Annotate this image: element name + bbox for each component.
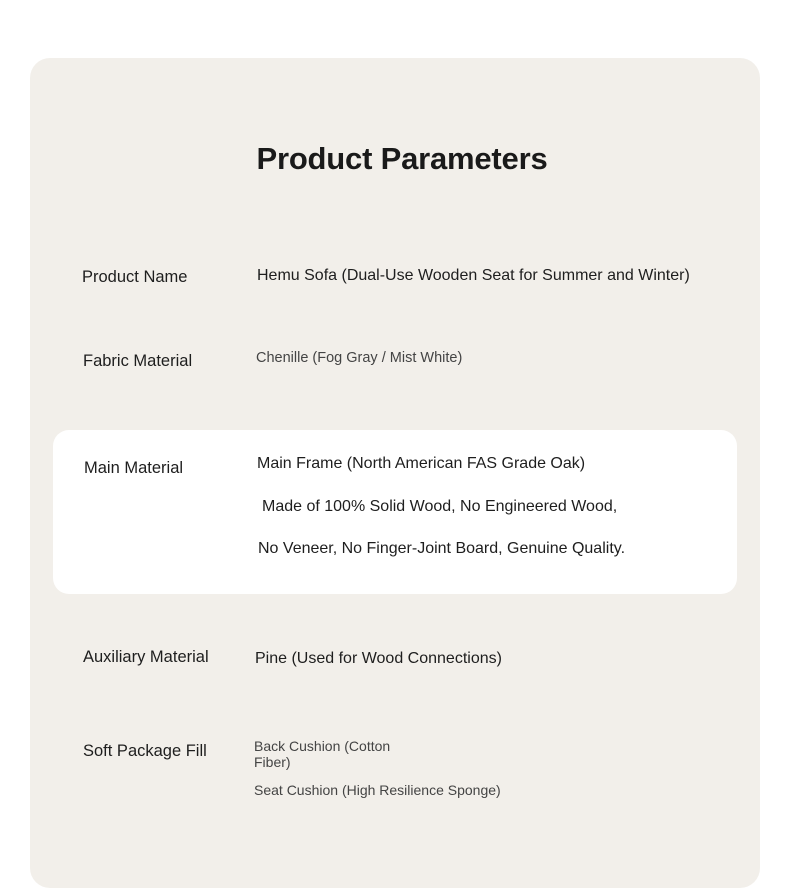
main-material-line-2: Made of 100% Solid Wood, No Engineered Wood, <box>262 498 618 515</box>
auxiliary-material-label: Auxiliary Material <box>83 648 209 666</box>
page-title: Product Parameters <box>256 141 548 176</box>
product-name-label: Product Name <box>82 268 188 286</box>
product-name-value: Hemu Sofa (Dual-Use Wooden Seat for Summer and Winter) <box>257 267 690 284</box>
main-material-label: Main Material <box>84 459 184 477</box>
fabric-material-label: Fabric Material <box>83 352 193 370</box>
soft-package-fill-label: Soft Package Fill <box>83 742 207 760</box>
main-material-line-1: Main Frame (North American FAS Grade Oak) <box>257 455 586 472</box>
back-cushion-line-2: Fiber) <box>254 754 291 770</box>
back-cushion-line-1: Back Cushion (Cotton <box>254 738 391 754</box>
main-material-line-3: No Veneer, No Finger-Joint Board, Genuine Quality. <box>258 540 626 557</box>
seat-cushion-value: Seat Cushion (High Resilience Sponge) <box>254 782 501 798</box>
fabric-material-value: Chenille (Fog Gray / Mist White) <box>256 350 463 366</box>
auxiliary-material-value: Pine (Used for Wood Connections) <box>255 650 502 667</box>
